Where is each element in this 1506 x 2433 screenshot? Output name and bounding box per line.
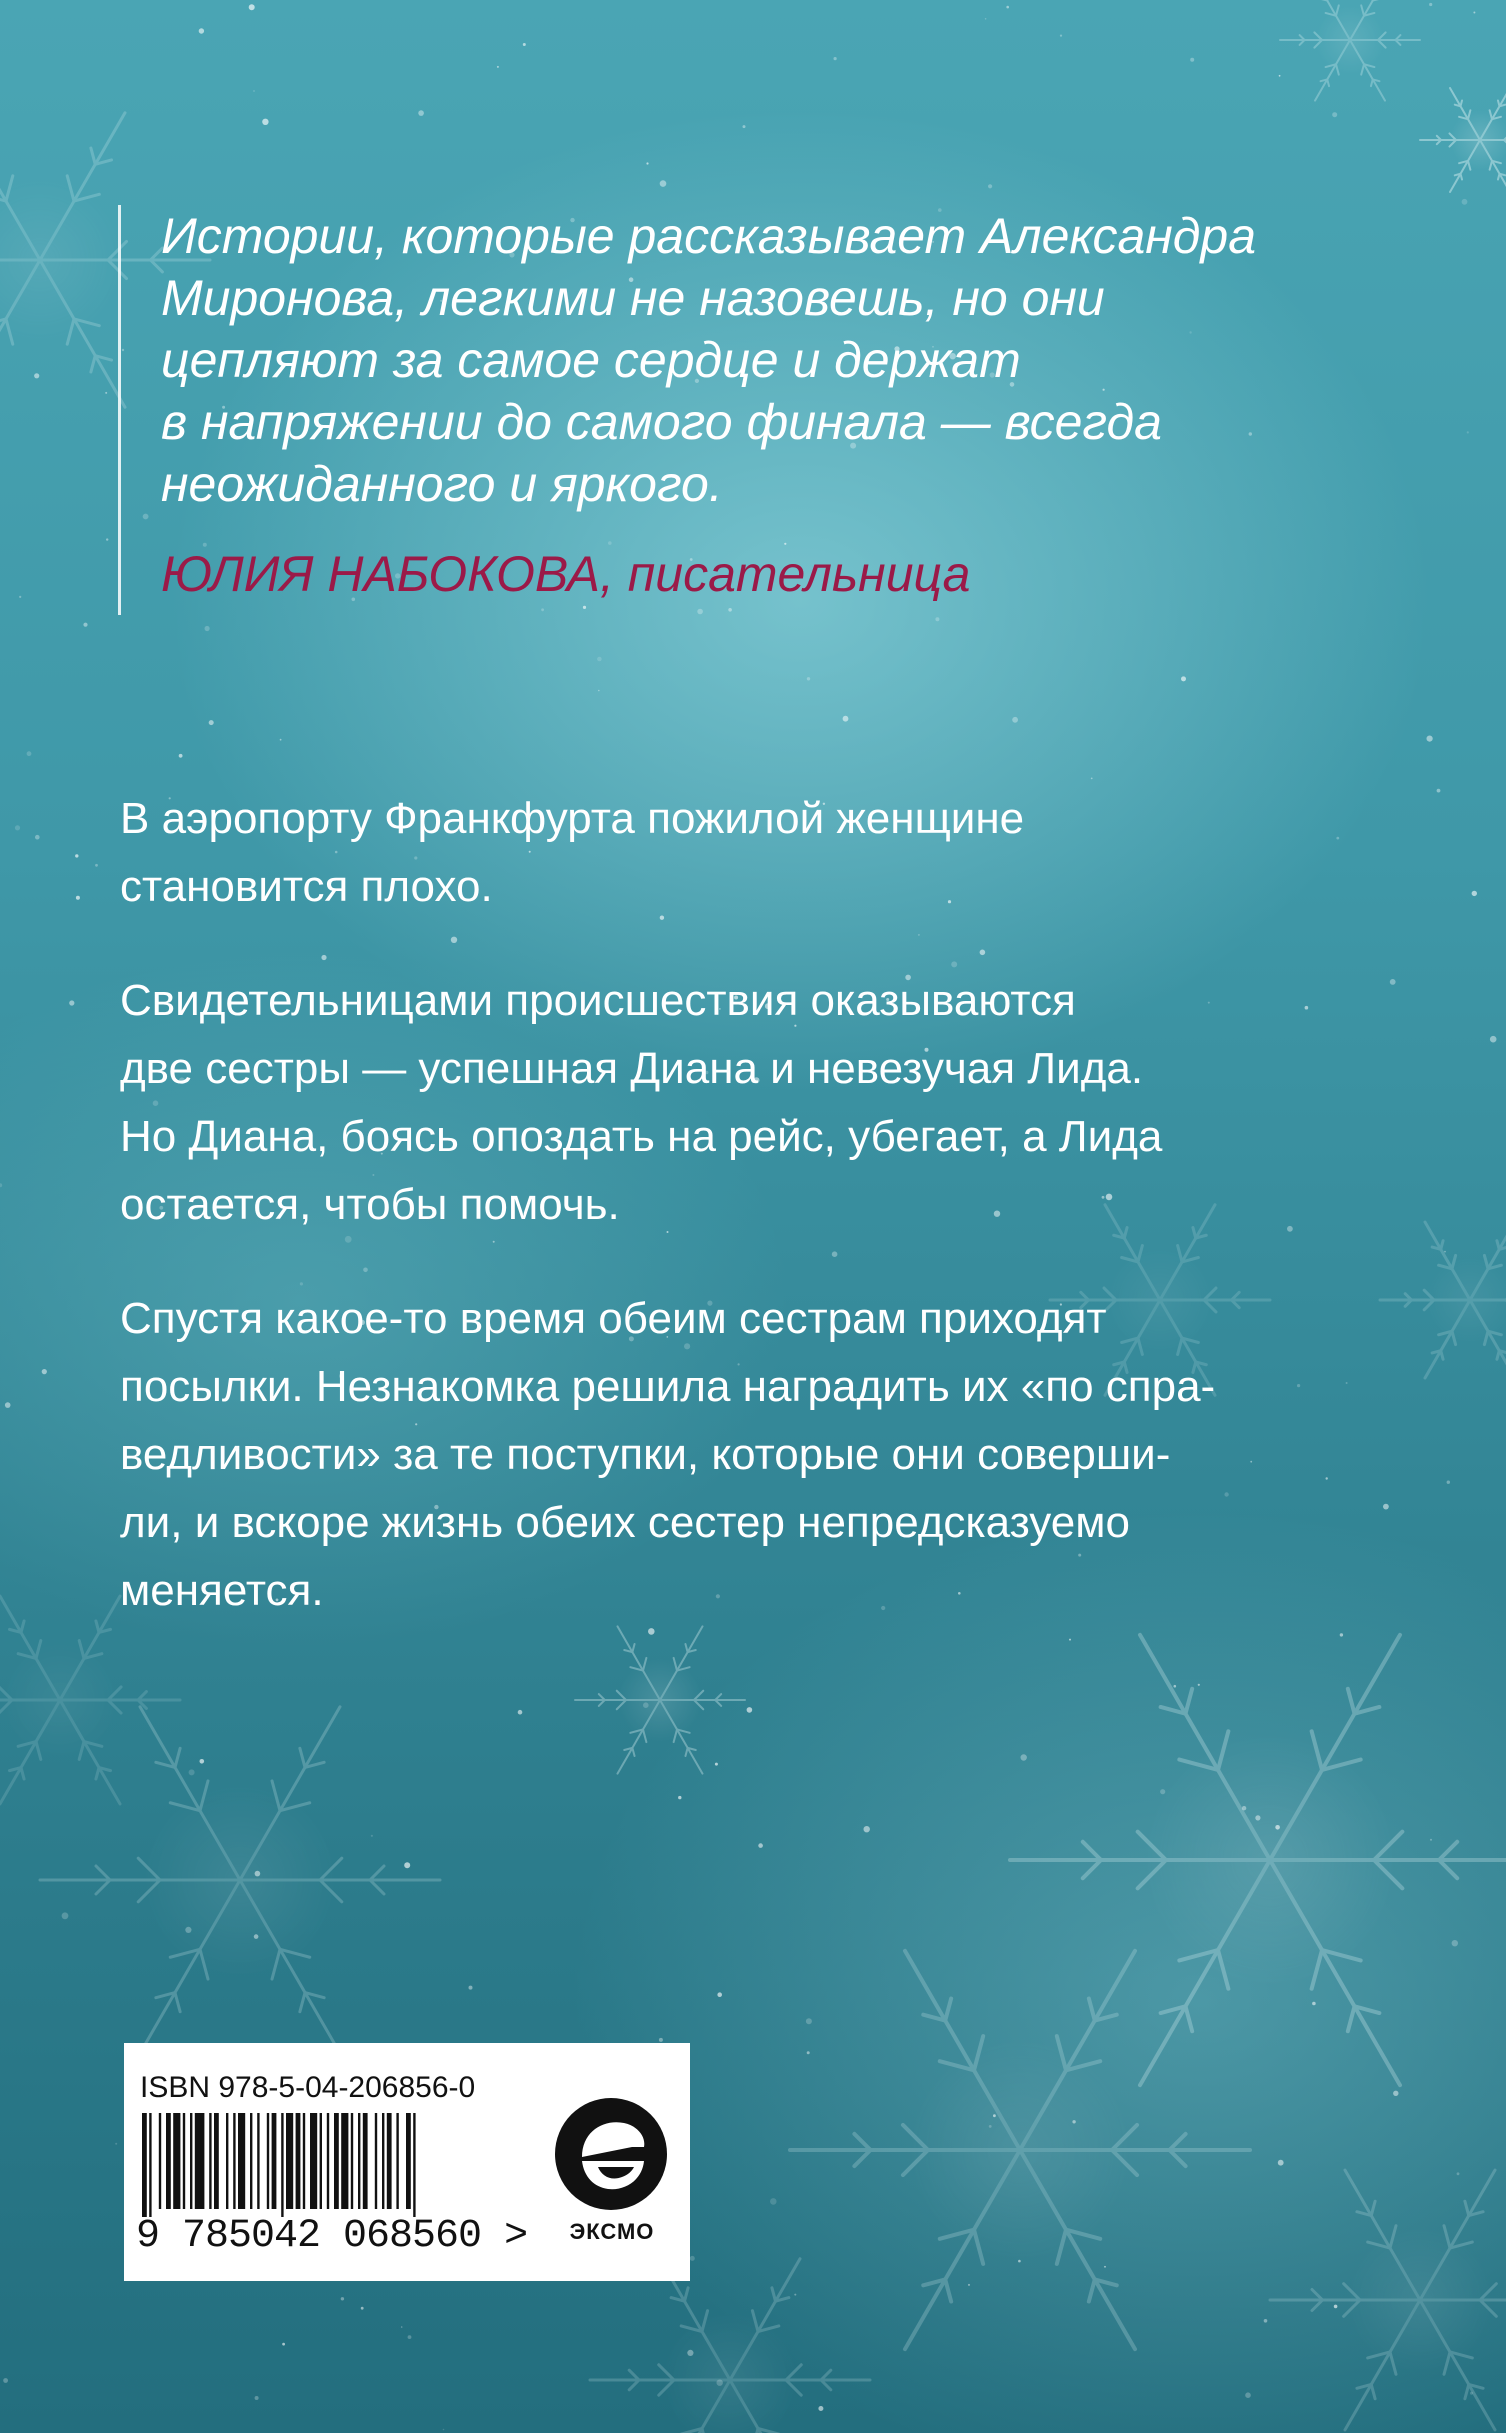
snow-speck [1332, 112, 1337, 117]
barcode-bar [226, 2113, 228, 2209]
snow-speck [105, 392, 107, 394]
snowflake-icon [1420, 88, 1506, 192]
snow-speck [1091, 778, 1093, 780]
snow-speck [95, 864, 98, 867]
snow-speck [518, 1710, 523, 1715]
snow-speck [993, 2114, 996, 2117]
snow-speck [3, 2378, 8, 2383]
barcode-bar [183, 2113, 185, 2209]
snow-speck [255, 1871, 261, 1877]
barcode-bar [257, 2113, 259, 2209]
snow-speck [1447, 1481, 1450, 1484]
snow-speck [1393, 2091, 1398, 2096]
snow-speck [254, 1934, 259, 1939]
snow-speck [209, 720, 214, 725]
barcode-bar [387, 2113, 392, 2209]
book-blurb [120, 785, 1370, 1671]
barcode-bar [341, 2113, 348, 2209]
snow-speck [834, 57, 837, 60]
snow-speck [282, 2343, 285, 2346]
snow-speck [935, 617, 939, 621]
blurb-line: В аэропорту Франкфурта пожилой женщине [120, 794, 1025, 843]
snow-speck [1430, 1839, 1432, 1841]
snow-speck [249, 4, 255, 10]
barcode-image [138, 2113, 518, 2217]
snow-speck [75, 854, 78, 857]
blurb-line: меняется. [120, 1566, 324, 1615]
snow-speck [200, 1759, 205, 1764]
barcode-bar [209, 2113, 211, 2209]
snow-speck [1279, 75, 1281, 77]
snow-speck [253, 90, 255, 92]
snow-speck [1255, 1815, 1260, 1820]
barcode-bar [413, 2113, 415, 2217]
blurb-line: две сестры — успешная Диана и невезучая Лида. [120, 1044, 1144, 1093]
blurb-paragraph [120, 785, 1370, 921]
snow-speck [770, 2198, 777, 2205]
snow-speck [717, 1992, 722, 1997]
snow-speck [469, 1986, 473, 1990]
snow-speck [199, 28, 204, 33]
snow-speck [106, 538, 108, 540]
snow-speck [1427, 736, 1433, 742]
snow-speck [646, 162, 648, 164]
snow-speck [5, 1402, 11, 1408]
snow-speck [1383, 1504, 1389, 1510]
snow-speck [1242, 1806, 1246, 1810]
barcode-bar [351, 2113, 353, 2209]
snowflake-icon [1270, 2170, 1506, 2430]
snow-speck [371, 1835, 373, 1837]
snow-speck [1444, 1251, 1446, 1253]
snow-speck [747, 1707, 753, 1713]
snow-speck [1457, 2172, 1460, 2175]
isbn-number: ISBN 978-5-04-206856-0 [140, 2071, 476, 2104]
snowflake-icon [590, 2259, 870, 2433]
snow-speck [115, 2143, 117, 2145]
snow-speck [19, 596, 21, 598]
publisher-name: ЭКСМО [569, 2219, 655, 2244]
snow-speck [1104, 2266, 1106, 2268]
barcode-bar [214, 2113, 219, 2209]
barcode-bar [382, 2113, 384, 2209]
snow-speck [818, 2406, 823, 2411]
snow-speck [361, 2307, 364, 2310]
snow-speck [205, 626, 210, 631]
snow-speck [1278, 2160, 1284, 2166]
snow-speck [1072, 2120, 1075, 2123]
quote-line: цепляют за самое сердце и держат [161, 332, 1021, 388]
snow-speck [1190, 58, 1194, 62]
snowflake-icon [1010, 1635, 1506, 2085]
barcode-bar [272, 2113, 277, 2209]
snow-speck [1018, 2260, 1021, 2263]
barcode-digits: 9 785042 068560 > [136, 2214, 528, 2259]
quote-line: в напряжении до самого финала — всегда [161, 394, 1162, 450]
quote-line: Миронова, легкими не назовешь, но они [161, 270, 1105, 326]
snow-speck [715, 1763, 718, 1766]
barcode-bar [233, 2113, 235, 2209]
snow-speck [42, 1369, 47, 1374]
quote-attribution [161, 543, 1368, 605]
blurb-paragraph [120, 1285, 1370, 1625]
eksmo-logo-icon [552, 2095, 670, 2213]
snow-speck [0, 1183, 2, 1187]
quote-line: неожиданного и яркого. [161, 456, 723, 512]
snow-speck [179, 754, 183, 758]
snow-speck [1245, 2392, 1251, 2398]
snow-speck [643, 1702, 649, 1708]
barcode-bar [310, 2113, 317, 2209]
snow-speck [1334, 2305, 1338, 2309]
snow-speck [189, 1769, 195, 1775]
barcode-bar [334, 2113, 339, 2209]
barcode-bar [363, 2113, 368, 2209]
blurb-line: Но Диана, боясь опоздать на рейс, убегает, а Лида [120, 1112, 1163, 1161]
snow-speck [690, 2256, 695, 2261]
snow-speck [1490, 1036, 1497, 1043]
snow-speck [1437, 789, 1441, 793]
snow-speck [262, 119, 268, 125]
snow-speck [401, 2326, 403, 2328]
barcode-bar [173, 2113, 180, 2209]
snow-speck [523, 43, 526, 46]
snow-speck [743, 125, 746, 128]
snow-speck [255, 2396, 259, 2400]
snow-speck [1060, 35, 1062, 37]
snow-speck [597, 657, 602, 662]
barcode-bar [358, 2113, 360, 2209]
snow-speck [794, 2294, 796, 2296]
snow-speck [35, 835, 40, 840]
snow-speck [717, 2380, 723, 2386]
snow-speck [1452, 1940, 1458, 1946]
blurb-line: остается, чтобы помочь. [120, 1180, 620, 1229]
snow-speck [280, 739, 282, 741]
snow-speck [1181, 676, 1186, 681]
blurb-line: ли, и вскоре жизнь обеих сестер непредсказуемо [120, 1498, 1130, 1547]
snow-speck [687, 2350, 693, 2356]
snow-speck [1021, 1754, 1027, 1760]
snow-speck [404, 1862, 410, 1868]
snow-speck [598, 690, 600, 692]
barcode-bar [320, 2113, 322, 2209]
barcode-bar [281, 2113, 283, 2217]
barcode-bar [166, 2113, 171, 2209]
isbn-barcode-panel [124, 2043, 690, 2281]
snow-speck [1473, 12, 1475, 14]
barcode-bar [375, 2113, 377, 2209]
snow-speck [1429, 3, 1432, 6]
barcode-bar [195, 2113, 205, 2209]
snow-speck [185, 1927, 191, 1933]
barcode-bar [327, 2113, 329, 2209]
snow-speck [69, 1000, 74, 1005]
snow-speck [843, 716, 849, 722]
barcode-bar [406, 2113, 411, 2209]
blurb-line: ведливости» за те поступки, которые они соверши- [120, 1430, 1171, 1479]
snow-speck [34, 373, 39, 378]
quote-line: Истории, которые рассказывает Александра [161, 208, 1257, 264]
snow-speck [76, 896, 80, 900]
snow-speck [418, 110, 424, 116]
snow-speck [1470, 2392, 1473, 2395]
snowflake-icon [1380, 1222, 1506, 1378]
snow-speck [807, 2051, 810, 2054]
snow-speck [968, 2284, 970, 2286]
snow-speck [15, 825, 20, 830]
snow-speck [83, 623, 87, 627]
blurb-line: Спустя какое-то время обеим сестрам приходят [120, 1294, 1107, 1343]
blurb-line: становится плохо. [120, 862, 493, 911]
snow-speck [1198, 1684, 1200, 1686]
barcode-bar [267, 2113, 269, 2209]
barcode-bar [159, 2113, 161, 2209]
barcode-bar [296, 2113, 301, 2209]
snow-speck [678, 1796, 681, 1799]
snow-speck [1174, 1685, 1177, 1688]
snow-speck [62, 1912, 69, 1919]
blurb-paragraph [120, 967, 1370, 1239]
barcode-bar [149, 2113, 151, 2217]
barcode-bar [238, 2113, 245, 2209]
barcode-bar [142, 2113, 147, 2217]
snow-speck [1012, 717, 1018, 723]
quote-author-role: писательница [627, 546, 971, 602]
blurb-line: посылки. Незнакомка решила наградить их «по спра- [120, 1362, 1216, 1411]
snow-speck [1462, 199, 1468, 205]
snow-speck [1275, 1825, 1280, 1830]
snow-speck [1160, 1789, 1165, 1794]
snow-speck [443, 2429, 445, 2431]
snow-speck [807, 677, 810, 680]
barcode-bar [286, 2113, 293, 2209]
barcode-bar [190, 2113, 192, 2209]
snow-speck [1472, 891, 1477, 896]
snow-speck [27, 751, 32, 756]
snow-speck [985, 18, 987, 20]
snow-speck [988, 184, 992, 188]
snow-speck [1006, 6, 1009, 9]
snow-speck [806, 2018, 812, 2024]
quote-author-name: ЮЛИЯ НАБОКОВА, [161, 546, 614, 602]
snow-speck [864, 1826, 870, 1832]
snowflake-icon [40, 1707, 440, 2053]
barcode-bar [250, 2113, 252, 2209]
snow-speck [1312, 2002, 1316, 2006]
snow-speck [660, 180, 667, 187]
barcode-bar [396, 2113, 398, 2209]
snow-speck [341, 2297, 344, 2300]
snow-speck [1467, 431, 1469, 433]
review-quote [118, 205, 1368, 615]
blurb-line: Свидетельницами происшествия оказываются [120, 976, 1076, 1025]
snow-speck [659, 2038, 663, 2042]
snow-speck [1264, 2319, 1268, 2323]
barcode-bar [303, 2113, 305, 2209]
snow-speck [1390, 979, 1396, 985]
snow-speck [497, 66, 499, 68]
snowflake-icon [1280, 0, 1420, 101]
snow-speck [758, 1843, 763, 1848]
snow-speck [989, 2125, 992, 2128]
snow-speck [408, 2335, 412, 2339]
